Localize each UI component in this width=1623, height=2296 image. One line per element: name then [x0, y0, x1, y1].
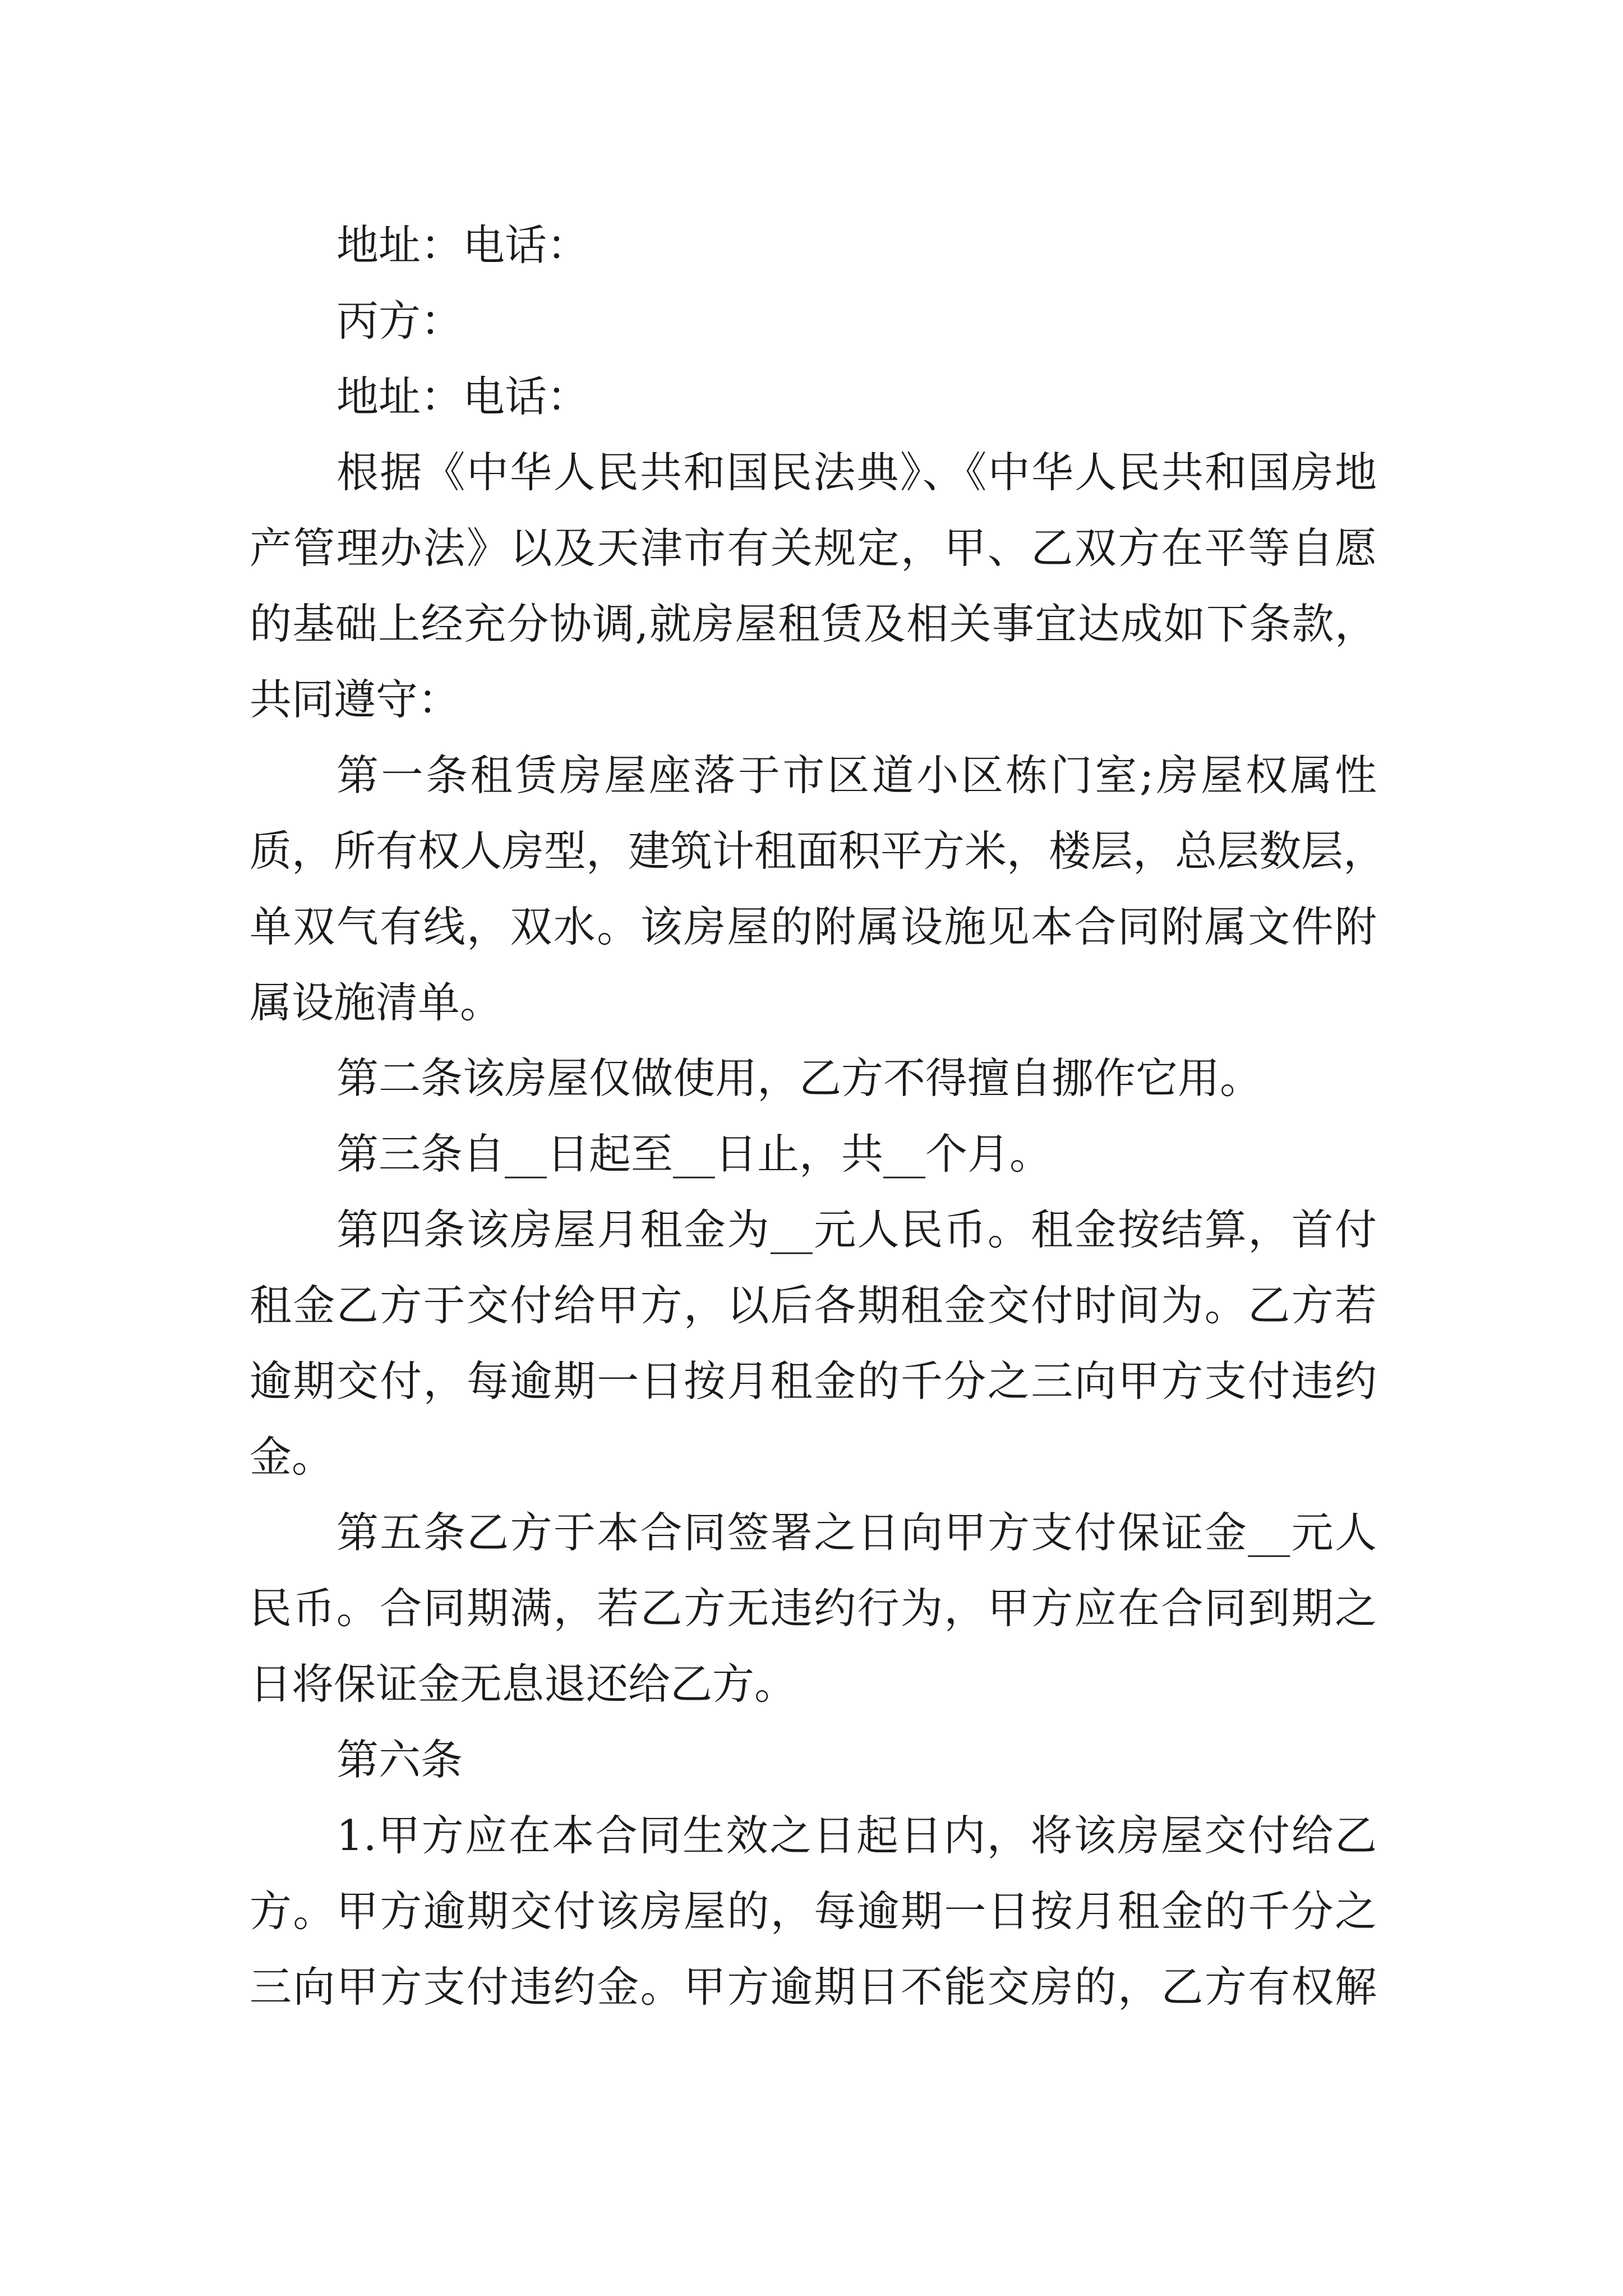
- article-6-item-1-line-1: 1.甲方应在本合同生效之日起日内，将该房屋交付给乙: [336, 1811, 1377, 1860]
- preamble-line-1: 根据《中华人民共和国民法典》、《中华人民共和国房地: [336, 448, 1377, 497]
- article-1-line-1: 第一条租赁房屋座落于市区道小区栋门室;房屋权属性: [336, 751, 1377, 800]
- article-1-line-3: 单双气有线，双水。该房屋的附属设施见本合同附属文件附: [250, 902, 1377, 951]
- article-4-line-2: 租金乙方于交付给甲方，以后各期租金交付时间为。乙方若: [250, 1281, 1377, 1330]
- article-1-line-2: 质，所有权人房型，建筑计租面积平方米，楼层，总层数层，: [250, 826, 1386, 876]
- article-6-item-1-line-3: 三向甲方支付违约金。甲方逾期日不能交房的，乙方有权解: [250, 1962, 1377, 2012]
- article-6-item-1-line-2: 方。甲方逾期交付该房屋的，每逾期一日按月租金的千分之: [250, 1887, 1377, 1936]
- article-5-line-2: 民币。合同期满，若乙方无违约行为，甲方应在合同到期之: [250, 1584, 1377, 1633]
- preamble-line-2: 产管理办法》以及天津市有关规定，甲、乙双方在平等自愿: [250, 523, 1377, 573]
- party-b-address-phone: 地址：电话：: [336, 220, 589, 270]
- article-4-line-3: 逾期交付，每逾期一日按月租金的千分之三向甲方支付违约: [250, 1356, 1377, 1406]
- article-6-heading: 第六条: [336, 1735, 463, 1784]
- article-5-line-3: 日将保证金无息退还给乙方。: [250, 1659, 797, 1709]
- article-5-line-1: 第五条乙方于本合同签署之日向甲方支付保证金__元人: [336, 1508, 1377, 1557]
- article-4-line-4: 金。: [250, 1432, 334, 1481]
- preamble-line-4: 共同遵守：: [250, 675, 460, 724]
- party-c-label: 丙方：: [336, 296, 463, 346]
- article-4-line-1: 第四条该房屋月租金为__元人民币。租金按结算，首付: [336, 1205, 1377, 1254]
- article-2: 第二条该房屋仅做使用，乙方不得擅自挪作它用。: [336, 1053, 1262, 1103]
- party-c-address-phone: 地址：电话：: [336, 372, 589, 421]
- article-3: 第三条自__日起至__日止，共__个月。: [336, 1129, 1052, 1179]
- article-1-line-4: 属设施清单。: [250, 978, 502, 1027]
- preamble-line-3: 的基础上经充分协调,就房屋租赁及相关事宜达成如下条款，: [250, 599, 1377, 648]
